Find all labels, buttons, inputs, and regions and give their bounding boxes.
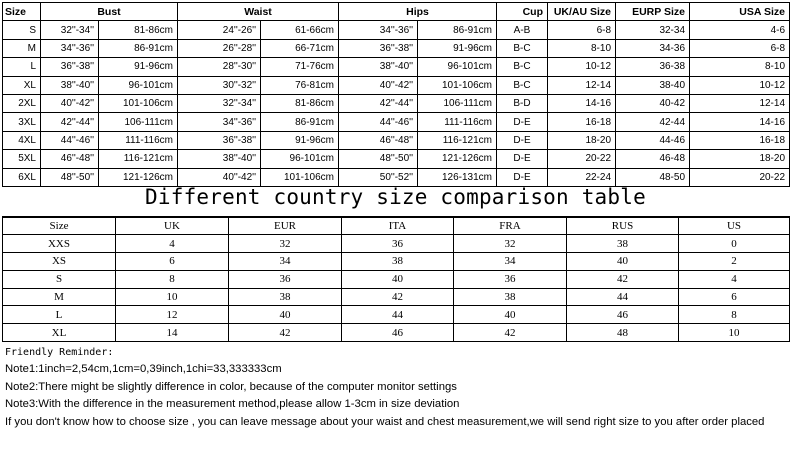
country-cell-uk: 14 bbox=[116, 324, 229, 342]
cell-eurp: 36-38 bbox=[616, 58, 690, 76]
cell-eurp: 46-48 bbox=[616, 150, 690, 168]
cell-bust-in: 42''-44'' bbox=[41, 113, 99, 131]
cell-size: 2XL bbox=[3, 94, 41, 112]
country-cell-rus: 48 bbox=[567, 324, 679, 342]
country-cell-size: M bbox=[3, 288, 116, 306]
cell-uk-au: 14-16 bbox=[548, 94, 616, 112]
cell-bust-in: 40''-42'' bbox=[41, 94, 99, 112]
cell-bust-cm: 96-101cm bbox=[99, 76, 178, 94]
cell-hips-in: 50''-52'' bbox=[339, 168, 418, 186]
cell-eurp: 48-50 bbox=[616, 168, 690, 186]
cell-size: 6XL bbox=[3, 168, 41, 186]
cell-size: L bbox=[3, 58, 41, 76]
cell-uk-au: 16-18 bbox=[548, 113, 616, 131]
cell-size: S bbox=[3, 21, 41, 39]
cell-cup: D-E bbox=[497, 131, 548, 149]
cell-waist-cm: 81-86cm bbox=[261, 94, 339, 112]
cell-waist-in: 36''-38'' bbox=[178, 131, 261, 149]
cell-uk-au: 10-12 bbox=[548, 58, 616, 76]
country-cell-rus: 40 bbox=[567, 253, 679, 271]
cell-waist-in: 26''-28'' bbox=[178, 39, 261, 57]
size-chart-row bbox=[3, 76, 790, 94]
cell-waist-in: 32''-34'' bbox=[178, 94, 261, 112]
cell-bust-cm: 106-111cm bbox=[99, 113, 178, 131]
country-cell-ita: 38 bbox=[342, 253, 454, 271]
cell-hips-in: 34''-36'' bbox=[339, 21, 418, 39]
country-cell-us: 4 bbox=[679, 270, 790, 288]
cell-cup: A-B bbox=[497, 21, 548, 39]
header-uk-au-size: UK/AU Size bbox=[548, 3, 616, 21]
cell-cup: B-C bbox=[497, 76, 548, 94]
country-cell-ita: 44 bbox=[342, 306, 454, 324]
country-cell-eur: 38 bbox=[229, 288, 342, 306]
cell-hips-cm: 91-96cm bbox=[418, 39, 497, 57]
cell-bust-in: 34''-36'' bbox=[41, 39, 99, 57]
country-header-fra: FRA bbox=[454, 217, 567, 235]
country-cell-size: XS bbox=[3, 253, 116, 271]
country-header-eur: EUR bbox=[229, 217, 342, 235]
cell-uk-au: 8-10 bbox=[548, 39, 616, 57]
note-3: Note3:With the difference in the measurement method,please allow 1-3cm in size deviation bbox=[5, 398, 460, 411]
cell-eurp: 44-46 bbox=[616, 131, 690, 149]
cell-waist-in: 38''-40'' bbox=[178, 150, 261, 168]
country-cell-uk: 6 bbox=[116, 253, 229, 271]
cell-usa: 14-16 bbox=[690, 113, 790, 131]
cell-usa: 10-12 bbox=[690, 76, 790, 94]
cell-waist-cm: 71-76cm bbox=[261, 58, 339, 76]
country-cell-fra: 40 bbox=[454, 306, 567, 324]
cell-bust-in: 32''-34'' bbox=[41, 21, 99, 39]
country-cell-fra: 32 bbox=[454, 235, 567, 253]
country-cell-size: S bbox=[3, 270, 116, 288]
cell-waist-cm: 101-106cm bbox=[261, 168, 339, 186]
country-cell-uk: 8 bbox=[116, 270, 229, 288]
country-cell-ita: 42 bbox=[342, 288, 454, 306]
cell-usa: 16-18 bbox=[690, 131, 790, 149]
country-cell-us: 8 bbox=[679, 306, 790, 324]
cell-bust-cm: 81-86cm bbox=[99, 21, 178, 39]
cell-uk-au: 22-24 bbox=[548, 168, 616, 186]
country-header-rus: RUS bbox=[567, 217, 679, 235]
cell-eurp: 40-42 bbox=[616, 94, 690, 112]
cell-waist-in: 40''-42'' bbox=[178, 168, 261, 186]
cell-bust-in: 48''-50'' bbox=[41, 168, 99, 186]
cell-hips-cm: 126-131cm bbox=[418, 168, 497, 186]
cell-usa: 18-20 bbox=[690, 150, 790, 168]
size-chart-row bbox=[3, 21, 790, 39]
cell-cup: D-E bbox=[497, 168, 548, 186]
country-cell-rus: 38 bbox=[567, 235, 679, 253]
cell-bust-cm: 111-116cm bbox=[99, 131, 178, 149]
country-cell-fra: 34 bbox=[454, 253, 567, 271]
cell-eurp: 42-44 bbox=[616, 113, 690, 131]
country-row bbox=[3, 270, 790, 288]
cell-size: 3XL bbox=[3, 113, 41, 131]
cell-hips-cm: 116-121cm bbox=[418, 131, 497, 149]
country-row bbox=[3, 324, 790, 342]
cell-hips-in: 36''-38'' bbox=[339, 39, 418, 57]
cell-usa: 20-22 bbox=[690, 168, 790, 186]
cell-usa: 12-14 bbox=[690, 94, 790, 112]
country-cell-eur: 36 bbox=[229, 270, 342, 288]
note-4: If you don't know how to choose size , you can leave message about your waist and chest measurement,we will send right size to you after order placed bbox=[5, 415, 765, 428]
country-header-us: US bbox=[679, 217, 790, 235]
cell-bust-in: 46''-48'' bbox=[41, 150, 99, 168]
country-cell-size: L bbox=[3, 306, 116, 324]
cell-hips-cm: 111-116cm bbox=[418, 113, 497, 131]
cell-hips-in: 44''-46'' bbox=[339, 113, 418, 131]
note-2: Note2:There might be slightly difference in color, because of the computer monitor settings bbox=[5, 380, 457, 393]
cell-hips-cm: 101-106cm bbox=[418, 76, 497, 94]
cell-size: XL bbox=[3, 76, 41, 94]
cell-hips-in: 48''-50'' bbox=[339, 150, 418, 168]
country-cell-size: XL bbox=[3, 324, 116, 342]
friendly-reminder: Friendly Reminder: bbox=[5, 347, 114, 358]
cell-usa: 4-6 bbox=[690, 21, 790, 39]
cell-uk-au: 12-14 bbox=[548, 76, 616, 94]
cell-size: 4XL bbox=[3, 131, 41, 149]
cell-cup: B-D bbox=[497, 94, 548, 112]
cell-waist-in: 28''-30'' bbox=[178, 58, 261, 76]
country-cell-fra: 36 bbox=[454, 270, 567, 288]
country-cell-rus: 42 bbox=[567, 270, 679, 288]
country-cell-us: 0 bbox=[679, 235, 790, 253]
cell-waist-cm: 76-81cm bbox=[261, 76, 339, 94]
cell-hips-cm: 106-111cm bbox=[418, 94, 497, 112]
cell-size: 5XL bbox=[3, 150, 41, 168]
cell-uk-au: 20-22 bbox=[548, 150, 616, 168]
size-chart-row bbox=[3, 39, 790, 57]
header-usa-size: USA Size bbox=[690, 3, 790, 21]
cell-bust-in: 38''-40'' bbox=[41, 76, 99, 94]
cell-bust-in: 44''-46'' bbox=[41, 131, 99, 149]
cell-hips-in: 38''-40'' bbox=[339, 58, 418, 76]
country-cell-rus: 46 bbox=[567, 306, 679, 324]
country-cell-ita: 46 bbox=[342, 324, 454, 342]
country-row bbox=[3, 253, 790, 271]
header-cup: Cup bbox=[497, 3, 548, 21]
cell-uk-au: 6-8 bbox=[548, 21, 616, 39]
cell-usa: 8-10 bbox=[690, 58, 790, 76]
size-chart-row bbox=[3, 131, 790, 149]
country-row bbox=[3, 288, 790, 306]
cell-eurp: 38-40 bbox=[616, 76, 690, 94]
cell-hips-cm: 121-126cm bbox=[418, 150, 497, 168]
cell-size: M bbox=[3, 39, 41, 57]
header-waist: Waist bbox=[178, 3, 339, 21]
cell-waist-cm: 66-71cm bbox=[261, 39, 339, 57]
cell-hips-in: 40''-42'' bbox=[339, 76, 418, 94]
comparison-title: Different country size comparison table bbox=[145, 185, 646, 209]
header-eurp-size: EURP Size bbox=[616, 3, 690, 21]
country-row bbox=[3, 235, 790, 253]
country-cell-eur: 42 bbox=[229, 324, 342, 342]
country-cell-uk: 12 bbox=[116, 306, 229, 324]
cell-bust-cm: 101-106cm bbox=[99, 94, 178, 112]
cell-usa: 6-8 bbox=[690, 39, 790, 57]
cell-waist-in: 24''-26'' bbox=[178, 21, 261, 39]
cell-cup: B-C bbox=[497, 39, 548, 57]
cell-hips-in: 46''-48'' bbox=[339, 131, 418, 149]
size-chart-row bbox=[3, 150, 790, 168]
country-cell-ita: 36 bbox=[342, 235, 454, 253]
note-1: Note1:1inch=2,54cm,1cm=0,39inch,1chi=33,333333cm bbox=[5, 363, 282, 376]
cell-waist-cm: 96-101cm bbox=[261, 150, 339, 168]
country-header-row bbox=[3, 217, 790, 235]
country-cell-us: 10 bbox=[679, 324, 790, 342]
country-size-comparison-table bbox=[2, 216, 790, 342]
country-cell-us: 2 bbox=[679, 253, 790, 271]
country-cell-eur: 32 bbox=[229, 235, 342, 253]
cell-eurp: 34-36 bbox=[616, 39, 690, 57]
cell-cup: D-E bbox=[497, 113, 548, 131]
cell-hips-cm: 96-101cm bbox=[418, 58, 497, 76]
country-cell-eur: 34 bbox=[229, 253, 342, 271]
country-cell-fra: 42 bbox=[454, 324, 567, 342]
size-chart-row bbox=[3, 58, 790, 76]
cell-uk-au: 18-20 bbox=[548, 131, 616, 149]
header-bust: Bust bbox=[41, 3, 178, 21]
size-chart-header-row bbox=[3, 3, 790, 21]
cell-cup: B-C bbox=[497, 58, 548, 76]
cell-hips-cm: 86-91cm bbox=[418, 21, 497, 39]
country-cell-fra: 38 bbox=[454, 288, 567, 306]
country-cell-size: XXS bbox=[3, 235, 116, 253]
country-header-size: Size bbox=[3, 217, 116, 235]
cell-bust-cm: 91-96cm bbox=[99, 58, 178, 76]
country-cell-us: 6 bbox=[679, 288, 790, 306]
cell-cup: D-E bbox=[497, 150, 548, 168]
cell-hips-in: 42''-44'' bbox=[339, 94, 418, 112]
country-cell-rus: 44 bbox=[567, 288, 679, 306]
country-cell-uk: 10 bbox=[116, 288, 229, 306]
cell-waist-in: 34''-36'' bbox=[178, 113, 261, 131]
cell-bust-cm: 116-121cm bbox=[99, 150, 178, 168]
notes-section bbox=[5, 344, 791, 431]
cell-waist-in: 30''-32'' bbox=[178, 76, 261, 94]
country-header-uk: UK bbox=[116, 217, 229, 235]
country-cell-uk: 4 bbox=[116, 235, 229, 253]
cell-bust-in: 36''-38'' bbox=[41, 58, 99, 76]
header-size: Size bbox=[3, 3, 41, 21]
country-cell-ita: 40 bbox=[342, 270, 454, 288]
header-hips: Hips bbox=[339, 3, 497, 21]
cell-waist-cm: 86-91cm bbox=[261, 113, 339, 131]
cell-bust-cm: 121-126cm bbox=[99, 168, 178, 186]
cell-waist-cm: 91-96cm bbox=[261, 131, 339, 149]
size-chart-table bbox=[2, 2, 790, 187]
cell-bust-cm: 86-91cm bbox=[99, 39, 178, 57]
size-chart-row bbox=[3, 113, 790, 131]
country-cell-eur: 40 bbox=[229, 306, 342, 324]
size-chart-row bbox=[3, 94, 790, 112]
cell-waist-cm: 61-66cm bbox=[261, 21, 339, 39]
country-row bbox=[3, 306, 790, 324]
cell-eurp: 32-34 bbox=[616, 21, 690, 39]
country-header-ita: ITA bbox=[342, 217, 454, 235]
